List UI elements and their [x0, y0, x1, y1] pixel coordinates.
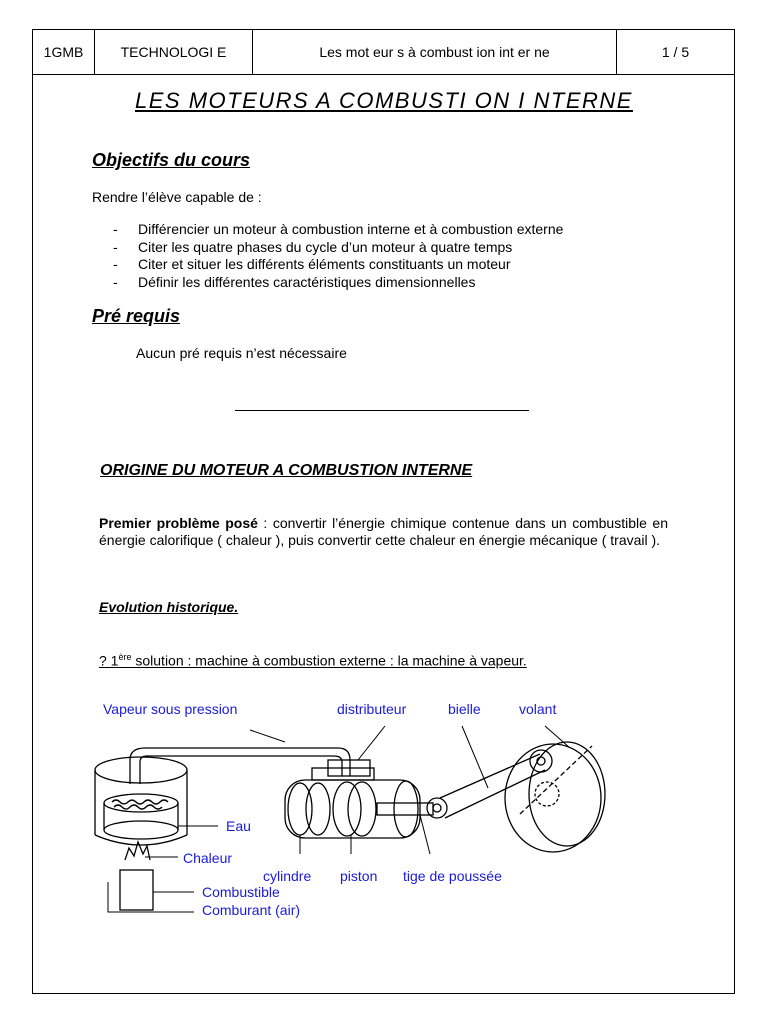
label-eau: Eau [226, 818, 251, 834]
problem-text: : convertir l’énergie chimique contenue dans un combustible en énergie calorifique ( chaleur ), puis convertir cette chaleur en énergie mécanique ( travail ). [99, 515, 669, 548]
prerequis-text: Aucun pré requis n’est nécessaire [136, 345, 347, 361]
prerequis-heading: Pré requis [92, 306, 181, 326]
page-title: LES MOTEURS A COMBUSTI ON I NTERNE [135, 88, 633, 113]
steam-engine-diagram [0, 690, 768, 930]
objectifs-list [113, 221, 563, 291]
label-cylindre: cylindre [263, 868, 312, 884]
list-item: - Citer les quatre phases du cycle d’un moteur à quatre temps [113, 239, 563, 257]
solution-line: ? 1ère solution : machine à combustion externe : la machine à vapeur. [99, 652, 527, 669]
label-bielle: bielle [448, 701, 481, 717]
origine-heading: ORIGINE DU MOTEUR A COMBUSTION INTERNE [100, 462, 473, 479]
list-item: - Différencier un moteur à combustion interne et à combustion externe [113, 221, 563, 239]
objectifs-intro: Rendre l’élève capable de : [92, 189, 262, 205]
label-piston: piston [340, 868, 378, 884]
page-number: 1 / 5 [661, 44, 690, 60]
label-distributeur: distributeur [337, 701, 407, 717]
problem-paragraph [99, 515, 668, 549]
label-volant: volant [519, 701, 557, 717]
page-header [32, 29, 735, 75]
doc-title: Les mot eur s à combust ion int er ne [253, 30, 617, 74]
evolution-heading: Evolution historique. [99, 599, 239, 615]
class-code: 1GMB [33, 30, 95, 74]
subject: TECHNOLOGI E [95, 30, 253, 74]
list-item: - Citer et situer les différents éléments constituants un moteur [113, 256, 563, 274]
objectifs-heading: Objectifs du cours [92, 150, 251, 170]
label-vapeur: Vapeur sous pression [103, 701, 238, 717]
separator-line [235, 410, 529, 411]
problem-label: Premier problème posé [99, 515, 258, 531]
label-combustible: Combustible [202, 884, 280, 900]
list-item: - Définir les différentes caractéristiques dimensionnelles [113, 274, 563, 292]
label-comburant: Comburant (air) [202, 902, 301, 918]
label-chaleur: Chaleur [183, 850, 233, 866]
label-tige: tige de poussée [403, 868, 502, 884]
